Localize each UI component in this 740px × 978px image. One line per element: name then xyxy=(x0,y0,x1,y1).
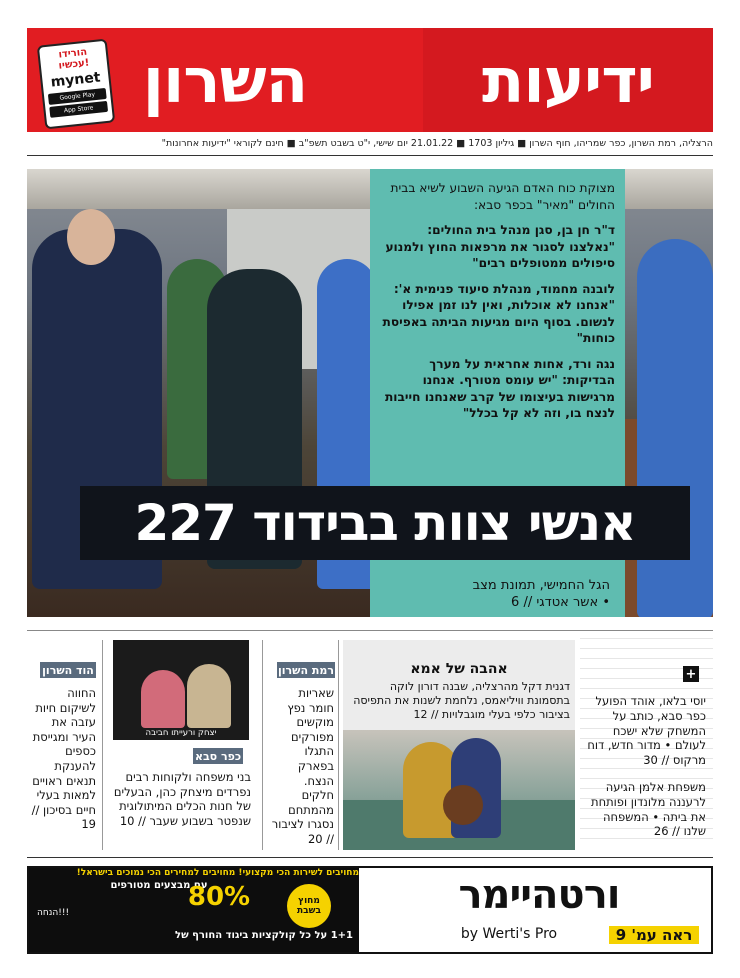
tag-kfar-saba: כפר סבא xyxy=(194,749,242,763)
headline-bar[interactable] xyxy=(80,486,690,560)
wertheimer-ad[interactable] xyxy=(27,866,713,954)
story-quote-1: ד"ר חן בן, סגן מנהל בית החולים: "נאלצנו לסגור את מרפאות החוץ ולמנוע סיפולים ממטופלים רבים" xyxy=(385,223,615,270)
issue-info-strip: הרצליה, רמת השרון, כפר שמריהו, חוף השרון ■ גיליון 1703 ■ 21.01.22 יום שישי, י"ט בשבט תשפ"ב ■ חינם לקוראי "ידיעות אחרונות" xyxy=(161,138,713,149)
google-play-button[interactable]: Google Play xyxy=(48,88,107,105)
story-quote-2: לובנה מחמוד, מנהלת סיעוד פנימית א': "אנחנו לא אוכלות, ואין לנו זמן אפילו לנשום. בסוף היום מגיעות הביתה באפיסת כוחות" xyxy=(382,281,615,345)
plus-icon: + xyxy=(683,666,699,682)
photo-man xyxy=(187,664,231,728)
divider xyxy=(27,155,713,156)
ad-brand-sub: by Werti's Pro xyxy=(460,926,558,942)
app-badge-brand: mynet xyxy=(49,69,102,91)
ad-top-line: מחויבים לשירות הכי מקצועי! מחויבים למחירים הכי נמוכים בישראל! xyxy=(29,868,359,882)
ad-discount-label: הנחה!!! xyxy=(37,908,70,918)
couple-photo xyxy=(113,640,249,740)
story-caption xyxy=(380,577,610,611)
app-download-badge[interactable] xyxy=(37,39,115,130)
caption-subtitle: הגל החמישי, תמונת מצב xyxy=(472,578,610,593)
brief-ramat-hasharon[interactable]: שאריות חומר נפץ מוקשים מפורקים התגלו בפארק הנצח. חלקים מהמתחם נסגרו לציבור // 20 xyxy=(271,686,334,846)
story-quotes xyxy=(380,180,615,431)
brief-column-right xyxy=(586,694,706,851)
story-quote-3: נגה ורד, אחות אחראית על מערך הבדיקות: "יש עומס מטורף. אנחנו מרגישות בעיצומו של קרב שאנחנו חייבות לנצח בו, וזה לא קל בכלל" xyxy=(384,356,615,420)
ad-bottom-line: 1+1 על כל קולקציות ביגוד החורף של xyxy=(175,930,353,941)
brief-kfar-saba[interactable]: בני משפחה ולקוחות רבים נפרדים מיצחק כהן, הבעלים של חנות הכלים המיתולוגית שנפטר בשבוע שעבר // 10 xyxy=(113,770,251,828)
masthead xyxy=(27,28,713,132)
mom-story-photo xyxy=(343,730,575,850)
brief-item[interactable]: משפחת אלמן הגיעה לרעננה מלונדון ופותחת את ביתה • המשפחה שלנו // 26 xyxy=(591,779,706,839)
story-intro: מצוקת כוח האדם הגיעה השבוע לשיא בבית החולים "מאיר" בכפר סבא: xyxy=(390,181,615,212)
caption-credit: • אשר אטדגי // 6 xyxy=(511,595,610,610)
column-divider xyxy=(338,640,339,850)
tag-hod-hasharon: הוד השרון xyxy=(40,662,96,678)
ad-discount: 80% xyxy=(187,882,251,912)
photo-figure-head xyxy=(67,209,115,265)
divider xyxy=(27,857,713,858)
column-divider xyxy=(262,640,263,850)
photo-dog xyxy=(443,785,483,825)
masthead-title-right: ידיעות xyxy=(482,43,654,117)
app-store-button[interactable]: App Store xyxy=(49,101,108,118)
couple-photo-caption: יצחק ורעייתו חביבה xyxy=(145,728,217,738)
brief-hod-hasharon[interactable]: החווה לשיקום חיות עזבה את העיר ומגייסת כספים להענקת תנאים ראויים למאות בעלי חיים בסיכון // 19 xyxy=(31,686,96,832)
mom-story-text: דגנית דקל מהרצליה, שבנה דורון לוקה בתסמונת וויליאמס, נלחמת לשנות את התפיסה בציבור כלפי בעלי מוגבלויות // 12 xyxy=(353,680,570,721)
ad-brand-name: ורטהיימר xyxy=(458,872,620,918)
ad-circle-badge: מחוץ בשבת xyxy=(287,884,331,928)
main-headline[interactable]: 227 אנשי צוות בבידוד xyxy=(134,494,636,552)
mom-story-title[interactable]: אהבה של אמא xyxy=(410,661,508,677)
ad-see-page[interactable]: ראה עמ' 9 xyxy=(609,926,699,944)
column-divider xyxy=(102,640,103,850)
tag-ramat-hasharon: רמת השרון xyxy=(278,663,334,677)
app-badge-cta: הורידו עכשיו! xyxy=(58,46,90,72)
ad-promo-text: עם מבצעים מטורפים xyxy=(110,880,208,891)
masthead-right-panel xyxy=(423,28,713,132)
divider xyxy=(27,630,713,631)
brief-item[interactable]: יוסי בלאו, אוהד הפועל כפר סבא, כותב על המשחק שלא ישכח לעולם • מדור חדש, דוח מרקוס // 30 xyxy=(587,694,706,768)
photo-woman xyxy=(141,670,185,728)
photo-figure-right xyxy=(637,239,713,617)
masthead-title-left: השרון xyxy=(142,43,308,117)
